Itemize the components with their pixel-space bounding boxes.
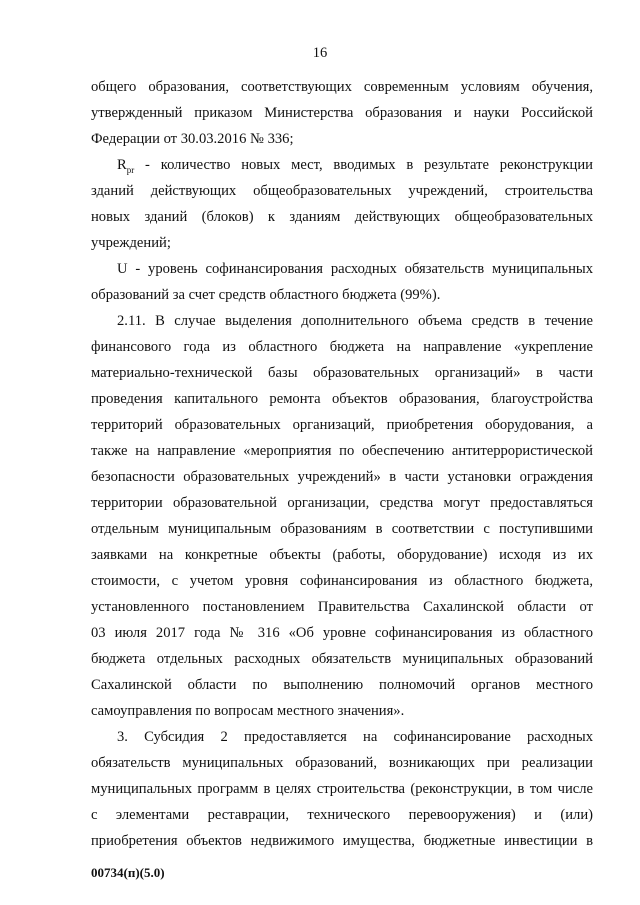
variable-definition: количество новых мест, вводимых в результате реконструкции (160, 157, 593, 173)
text-line: Сахалинской области по выполнению полномочий органов местного (91, 677, 593, 693)
text-line: территорий образовательных организаций, приобретения оборудования, а (91, 417, 593, 433)
text-line: самоуправления по вопросам местного значения». (91, 703, 405, 719)
text-line: новых зданий (блоков) к зданиям действующих общеобразовательных (91, 209, 593, 225)
text-line: Федерации от 30.03.2016 № 336; (91, 131, 294, 147)
formula-line: $R_{pr}$ - количество новых мест, вводимых в результате реконструкции (117, 157, 593, 175)
text-line: заявками на конкретные объекты (работы, оборудование) исходя из их (91, 547, 593, 563)
text-line: территории образовательной организации, средства могут предоставляться (91, 495, 593, 511)
text-line: обязательств муниципальных образований, возникающих при реализации (91, 755, 593, 771)
variable-symbol: $R_{pr}$ (117, 157, 135, 175)
text-line: безопасности образовательных учреждений» в части установки ограждения (91, 469, 593, 485)
text-line: зданий действующих общеобразовательных учреждений, строительства (91, 183, 593, 199)
text-line: установленного постановлением Правительства Сахалинской области от (91, 599, 593, 615)
text-line: приобретения объектов недвижимого имущества, бюджетные инвестиции в (91, 833, 593, 849)
text-line: бюджета отдельных расходных обязательств муниципальных образований (91, 651, 593, 667)
text-line: материально-технической базы образовательных организаций» в части (91, 365, 593, 381)
text-line: утвержденный приказом Министерства образования и науки Российской (91, 105, 593, 121)
text-line: 2.11. В случае выделения дополнительного объема средств в течение (117, 313, 593, 329)
text-line: образований за счет средств областного бюджета (99%). (91, 287, 441, 303)
text-line: U - уровень софинансирования расходных обязательств муниципальных (117, 261, 593, 277)
page-number: 16 (312, 45, 328, 61)
text-line: стоимости, с учетом уровня софинансирования из областного бюджета, (91, 573, 593, 589)
text-line: общего образования, соответствующих современным условиям обучения, (91, 79, 593, 95)
text-line: также на направление «мероприятия по обеспечению антитеррористической (91, 443, 593, 459)
text-line: учреждений; (91, 235, 171, 251)
text-line: с элементами реставрации, технического перевооружения) и (или) (91, 807, 593, 823)
text-line: 03 июля 2017 года № 316 «Об уровне софинансирования из областного (91, 625, 593, 641)
text-line: отдельным муниципальным образованиям в соответствии с поступившими (91, 521, 593, 537)
text-line: 3. Субсидия 2 предоставляется на софинансирование расходных (117, 729, 593, 745)
text-line: финансового года из областного бюджета на направление «укрепление (91, 339, 593, 355)
document-code: 00734(п)(5.0) (91, 865, 165, 880)
text-line: проведения капитального ремонта объектов образования, благоустройства (91, 391, 593, 407)
text-line: муниципальных программ в целях строительства (реконструкции, в том числе (91, 781, 593, 797)
